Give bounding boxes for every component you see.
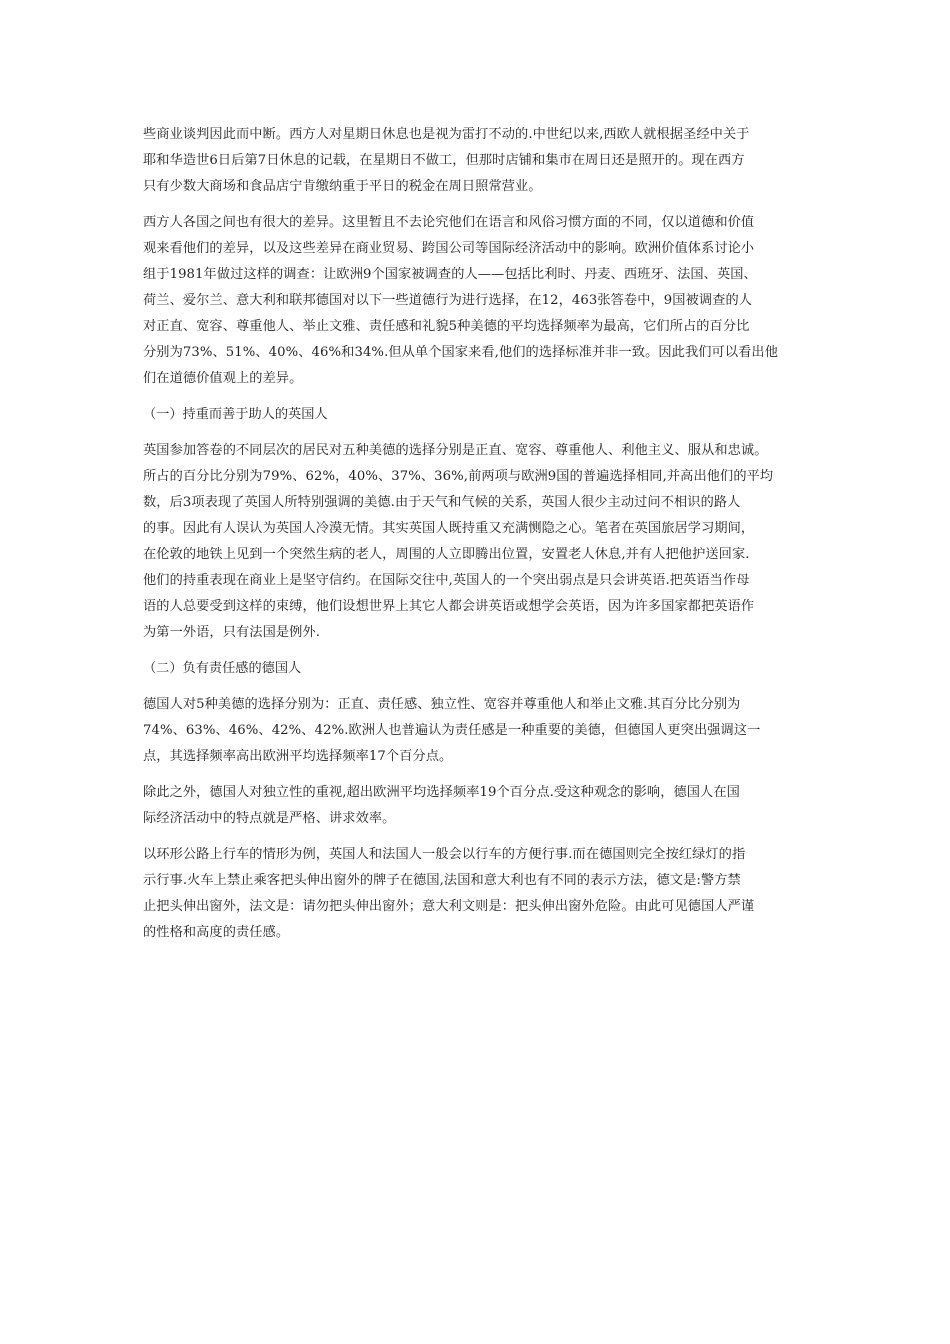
text-line: 的事。因此有人误认为英国人冷漠无情。其实英国人既持重又充满恻隐之心。笔者在英国旅居学习期间， <box>143 521 755 536</box>
paragraph-3 <box>143 438 833 646</box>
text-line: 点，其选择频率高出欧洲平均选择频率17个百分点。 <box>143 749 453 764</box>
text-line: 74%、63%、46%、42%、42%.欧洲人也普遍认为责任感是一种重要的美德，但德国人更突出强调这一 <box>143 723 761 738</box>
text-line: 所占的百分比分别为79%、62%，40%、37%、36%,前两项与欧洲9国的普遍选择相同,并高出他们的平均 <box>143 469 774 484</box>
text-line: 他们的持重表现在商业上是坚守信约。在国际交往中,英国人的一个突出弱点是只会讲英语.把英语当作母 <box>143 573 750 588</box>
text-line: 德国人对5种美德的选择分别为：正直、责任感、独立性、宽容并尊重他人和举止文雅.其百分比分别为 <box>143 697 741 712</box>
paragraph-1 <box>143 122 833 200</box>
text-line: 们在道德价值观上的差异。 <box>143 371 303 386</box>
text-line: 些商业谈判因此而中断。西方人对星期日休息也是视为雷打不动的.中世纪以来,西欧人就根据圣经中关于 <box>143 127 750 142</box>
text-line: 除此之外，德国人对独立性的重视,超出欧洲平均选择频率19个百分点.受这种观念的影响，德国人在国 <box>143 785 740 800</box>
text-line: 组于1981年做过这样的调查：让欧洲9个国家被调查的人——包括比利时、丹麦、西班牙、法国、英国、 <box>143 267 757 282</box>
text-line: 在伦敦的地铁上见到一个突然生病的老人，周围的人立即腾出位置，安置老人休息,并有人把他护送回家. <box>143 547 750 562</box>
paragraph-4 <box>143 692 833 770</box>
section-heading-german: （二）负有责任感的德国人 <box>143 661 302 676</box>
section-heading-british: （一）持重而善于助人的英国人 <box>143 407 328 422</box>
text-line: 荷兰、爱尔兰、意大利和联邦德国对以下一些道德行为进行选择，在12，463张答卷中，9国被调查的人 <box>143 293 753 308</box>
text-line: 止把头伸出窗外，法文是：请勿把头伸出窗外；意大利文则是：把头伸出窗外危险。由此可见德国人严谨 <box>143 899 755 914</box>
text-line: 以环形公路上行车的情形为例，英国人和法国人一般会以行车的方便行事.而在德国则完全按红绿灯的指 <box>143 847 746 862</box>
text-line: 分别为73%、51%、40%、46%和34%.但从单个国家来看,他们的选择标准并非一致。因此我们可以看出他 <box>143 345 778 360</box>
paragraph-2 <box>143 210 833 392</box>
text-line: 耶和华造世6日后第7日休息的记载，在星期日不做工，但那时店铺和集市在周日还是照开的。现在西方 <box>143 153 745 168</box>
text-line: 英国参加答卷的不同层次的居民对五种美德的选择分别是正直、宽容、尊重他人、利他主义、服从和忠诚。 <box>143 443 768 458</box>
paragraph-5 <box>143 780 833 832</box>
text-line: 数，后3项表现了英国人所特别强调的美德.由于天气和气候的关系，英国人很少主动过问不相识的路人 <box>143 495 741 510</box>
text-line: 观来看他们的差异，以及这些差异在商业贸易、跨国公司等国际经济活动中的影响。欧洲价值体系讨论小 <box>143 241 755 256</box>
text-line: 语的人总要受到这样的束缚，他们设想世界上其它人都会讲英语或想学会英语，因为许多国家都把英语作 <box>143 599 755 614</box>
text-line: 际经济活动中的特点就是严格、讲求效率。 <box>143 811 396 826</box>
text-line: 示行事.火车上禁止乘客把头伸出窗外的牌子在德国,法国和意大利也有不同的表示方法，德文是:警方禁 <box>143 873 741 888</box>
text-line: 西方人各国之间也有很大的差异。这里暂且不去论究他们在语言和风俗习惯方面的不同，仅以道德和价值 <box>143 215 755 230</box>
text-line: 的性格和高度的责任感。 <box>143 925 290 940</box>
document-page <box>143 122 833 946</box>
paragraph-6 <box>143 842 833 946</box>
text-line: 对正直、宽容、尊重他人、举止文雅、责任感和礼貌5种美德的平均选择频率为最高，它们所占的百分比 <box>143 319 750 334</box>
text-line: 为第一外语，只有法国是例外. <box>143 625 321 640</box>
text-line: 只有少数大商场和食品店宁肯缴纳重于平日的税金在周日照常营业。 <box>143 179 542 194</box>
